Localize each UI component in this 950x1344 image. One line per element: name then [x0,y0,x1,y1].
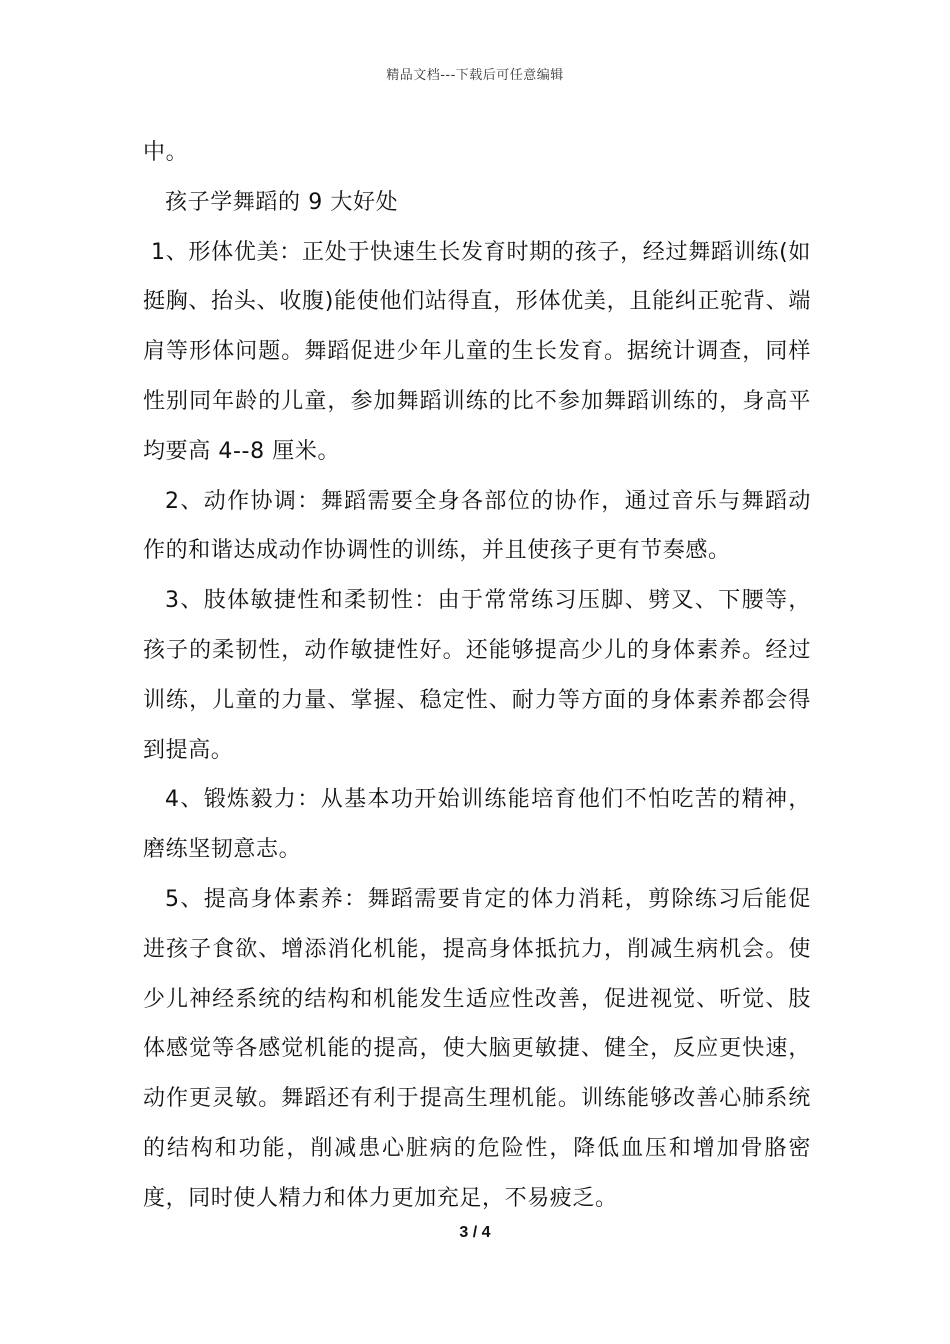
page-header: 精品文档---下载后可任意编辑 [386,68,564,83]
paragraph-continuation: 中。 [143,140,189,165]
paragraph-benefit-3: 3、肢体敏捷性和柔韧性：由于常常练习压脚、劈叉、下腰等，孩子的柔韧性，动作敏捷性好。还能够提高少儿的身体素养。经过训练，儿童的力量、掌握、稳定性、耐力等方面的身体素养都会得到提高。 [143,588,811,763]
paragraph-benefit-2: 2、动作协调：舞蹈需要全身各部位的协作，通过音乐与舞蹈动作的和谐达成动作协调性的训练，并且使孩子更有节奏感。 [143,488,811,564]
paragraph-benefit-5: 5、提高身体素养：舞蹈需要肯定的体力消耗，剪除练习后能促进孩子食欲、增添消化机能，提高身体抵抗力，削减生病机会。使少儿神经系统的结构和机能发生适应性改善，促进视觉、听觉、肢体感觉等各感觉机能的提高，使大脑更敏捷、健全，反应更快速，动作更灵敏。舞蹈还有利于提高生理机能。训练能够改善心肺系统的结构和功能，削减患心脏病的危险性，降低血压和增加骨胳密度，同时使人精力和体力更加充足，不易疲乏。 [143,886,811,1211]
paragraph-benefit-4: 4、锻炼毅力：从基本功开始训练能培育他们不怕吃苦的精神，磨练坚韧意志。 [143,787,811,863]
page-number: 3 / 4 [459,1224,491,1241]
section-heading: 孩子学舞蹈的 9 大好处 [165,189,399,215]
document-body [143,128,811,1224]
paragraph-benefit-1: 1、形体优美：正处于快速生长发育时期的孩子，经过舞蹈训练(如挺胸、抬头、收腹)能使他们站得直，形体优美，且能纠正驼背、端肩等形体问题。舞蹈促进少年儿童的生长发育。据统计调查，同样性别同年龄的儿童，参加舞蹈训练的比不参加舞蹈训练的，身高平均要高 4--8 厘米。 [143,239,811,464]
